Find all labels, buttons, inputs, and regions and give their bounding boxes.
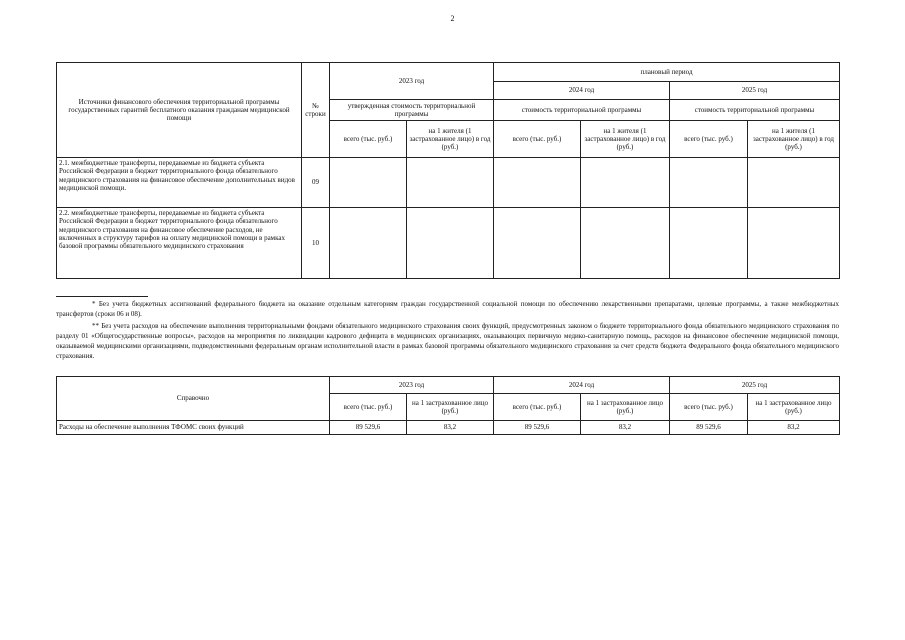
- empty-cell: [748, 208, 840, 279]
- header-year-2023: 2023 год: [330, 63, 494, 100]
- header-per-capita: на 1 жителя (1 застрахованное лицо) в год (руб.): [581, 121, 670, 158]
- empty-cell: [330, 208, 407, 279]
- footnote-2: [56, 321, 839, 361]
- header-year-2024: 2024 год: [494, 82, 670, 100]
- table-row: [57, 158, 840, 208]
- empty-cell: [748, 158, 840, 208]
- empty-cell: [670, 208, 748, 279]
- ref-value: 83,2: [407, 421, 494, 435]
- ref-value: 89 529,6: [670, 421, 748, 435]
- empty-cell: [330, 158, 407, 208]
- ref-value: 83,2: [581, 421, 670, 435]
- header-per-capita: на 1 жителя (1 застрахованное лицо) в год (руб.): [407, 121, 494, 158]
- financing-sources-table: [56, 62, 840, 279]
- ref-header-per-capita: на 1 застрахованное лицо (руб.): [407, 394, 494, 421]
- header-source: Источники финансового обеспечения территориальной программы государственных гарантий бесплатного оказания гражданам медицинской помощи: [57, 63, 302, 158]
- row-description: 2.2. межбюджетные трансферты, передаваемые из бюджета субъекта Российской Федерации в бюджет территориального фонда обязательного медицинского страхования на финансовое обеспечение расходов, не включенных в структуру тарифов на оплату медицинской помощи в рамках базовой программы обязательного медицинского страхования: [57, 208, 302, 279]
- header-row-no: № строки: [302, 63, 330, 158]
- ref-header-total: всего (тыс. руб.): [330, 394, 407, 421]
- footnote-text: Без учета расходов на обеспечение выполнения территориальными фондами обязательного медицинского страхования своих функций, предусмотренных законом о бюджете территориального фонда обязательного медицинского страхования по разделу 01 «Общегосударственные вопросы», расходов на мероприятия по ликвидации кадрового дефицита в медицинских организациях, оказывающих первичную медико-санитарную помощь, расходов на финансовое обеспечение медицинской помощи, оказываемой медицинскими организациями, подведомственными федеральным органам исполнительной власти в рамках базовой программы обязательного медицинского страхования за счет средств бюджета Федерального фонда обязательного медицинского страхования.: [56, 322, 840, 360]
- header-planned-period: плановый период: [494, 63, 840, 82]
- row-number: 10: [302, 208, 330, 279]
- ref-year-2023: 2023 год: [330, 377, 494, 394]
- subheader-2025: стоимость территориальной программы: [670, 100, 840, 121]
- row-number: 09: [302, 158, 330, 208]
- empty-cell: [581, 158, 670, 208]
- page-number: 2: [450, 14, 455, 23]
- footnote-1: [56, 299, 839, 319]
- empty-cell: [407, 158, 494, 208]
- reference-table: [56, 376, 840, 435]
- subheader-2024: стоимость территориальной программы: [494, 100, 670, 121]
- ref-header-per-capita: на 1 застрахованное лицо (руб.): [581, 394, 670, 421]
- ref-value: 83,2: [748, 421, 840, 435]
- footnote-mark: **: [92, 322, 99, 330]
- header-total: всего (тыс. руб.): [330, 121, 407, 158]
- ref-value: 89 529,6: [494, 421, 581, 435]
- footnote-rule: [56, 296, 148, 297]
- ref-year-2025: 2025 год: [670, 377, 840, 394]
- ref-value: 89 529,6: [330, 421, 407, 435]
- header-year-2025: 2025 год: [670, 82, 840, 100]
- empty-cell: [581, 208, 670, 279]
- empty-cell: [670, 158, 748, 208]
- empty-cell: [494, 158, 581, 208]
- ref-header: Справочно: [57, 377, 330, 421]
- header-per-capita: на 1 жителя (1 застрахованное лицо) в год (руб.): [748, 121, 840, 158]
- header-total: всего (тыс. руб.): [670, 121, 748, 158]
- ref-row-label: Расходы на обеспечение выполнения ТФОМС своих функций: [57, 421, 330, 435]
- footnote-mark: *: [92, 300, 96, 308]
- ref-header-per-capita: на 1 застрахованное лицо (руб.): [748, 394, 840, 421]
- empty-cell: [494, 208, 581, 279]
- header-total: всего (тыс. руб.): [494, 121, 581, 158]
- table-row: [57, 208, 840, 279]
- ref-header-total: всего (тыс. руб.): [494, 394, 581, 421]
- table-row: [57, 421, 840, 435]
- empty-cell: [407, 208, 494, 279]
- subheader-2023: утвержденная стоимость территориальной программы: [330, 100, 494, 121]
- ref-year-2024: 2024 год: [494, 377, 670, 394]
- ref-header-total: всего (тыс. руб.): [670, 394, 748, 421]
- row-description: 2.1. межбюджетные трансферты, передаваемые из бюджета субъекта Российской Федерации в бюджет территориального фонда обязательного медицинского страхования на финансовое обеспечение дополнительных видов медицинской помощи.: [57, 158, 302, 208]
- footnote-text: Без учета бюджетных ассигнований федерального бюджета на оказание отдельным категориям граждан государственной социальной помощи по обеспечению лекарственными препаратами, целевые программы, а также межбюджетных трансфертов (сроки 06 и 08).: [56, 300, 840, 318]
